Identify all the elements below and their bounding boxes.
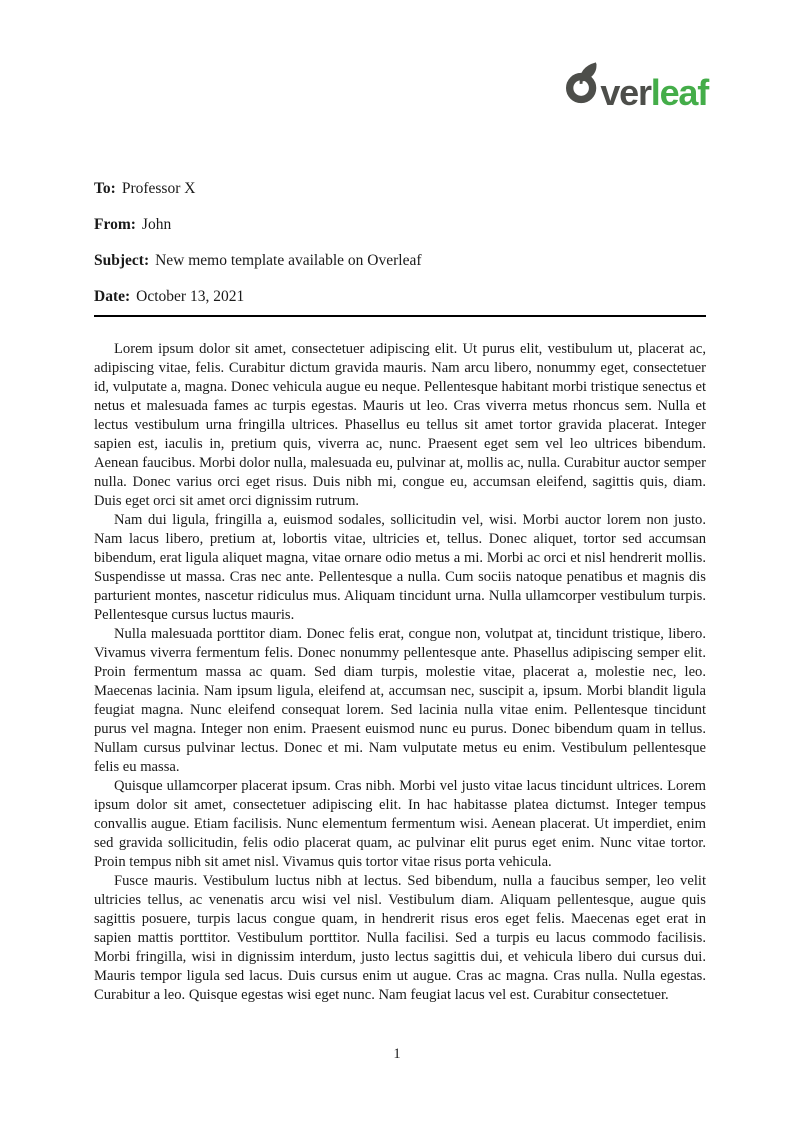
memo-field-value: John [141, 216, 172, 233]
memo-field-from [94, 215, 706, 251]
memo-field-value: Professor X [121, 180, 196, 197]
memo-field-label: To: [94, 180, 116, 197]
body-paragraph: Fusce mauris. Vestibulum luctus nibh at lectus. Sed bibendum, nulla a faucibus semper, leo velit ultricies tellus, ac venenatis arcu wisi vel nisl. Vestibulum diam. Aliquam pellentesque, augue quis sagittis posuere, turpis lacus congue quam, in hendrerit risus eros eget felis. Maecenas eget erat in sapien mattis porttitor. Vestibulum porttitor. Nulla facilisi. Sed a turpis eu lacus commodo facilisis. Morbi fringilla, wisi in dignissim interdum, justo lectus sagittis dui, et vehicula libero dui cursus dui. Mauris tempor ligula sed lacus. Duis cursus enim ut augue. Cras ac magna. Cras nulla. Nulla egestas. Curabitur a leo. Quisque egestas wisi eget nunc. Nam feugiat lacus vel est. Curabitur consectetuer. [94, 873, 706, 1003]
memo-body [94, 340, 706, 1005]
divider-rule [94, 315, 706, 317]
body-paragraph: Lorem ipsum dolor sit amet, consectetuer adipiscing elit. Ut purus elit, vestibulum ut, placerat ac, adipiscing vitae, felis. Curabitur dictum gravida mauris. Nam arcu libero, nonummy eget, consectetuer id, vulputate a, magna. Donec vehicula augue eu neque. Pellentesque habitant morbi tristique senectus et netus et malesuada fames ac turpis egestas. Mauris ut leo. Cras viverra metus rhoncus sem. Nulla et lectus vestibulum urna fringilla ultrices. Phasellus eu tellus sit amet tortor gravida placerat. Integer sapien est, iaculis in, pretium quis, viverra ac, nunc. Praesent eget sem vel leo ultrices bibendum. Aenean faucibus. Morbi dolor nulla, malesuada eu, pulvinar at, mollis ac, nulla. Curabitur auctor semper nulla. Donec varius orci eget risus. Duis nibh mi, congue eu, accumsan eleifend, sagittis quis, diam. Duis eget orci sit amet orci dignissim rutrum. [94, 341, 706, 509]
memo-field-label: Subject: [94, 252, 150, 269]
memo-field-value: New memo template available on Overleaf [155, 252, 422, 269]
memo-header [94, 179, 706, 323]
body-paragraph: Quisque ullamcorper placerat ipsum. Cras nibh. Morbi vel justo vitae lacus tincidunt ultrices. Lorem ipsum dolor sit amet, consectetuer adipiscing elit. In hac habitasse platea dictumst. Integer tempus convallis augue. Etiam facilisis. Nunc elementum fermentum wisi. Aenean placerat. Ut imperdiet, enim sed gravida sollicitudin, felis odio placerat quam, ac pulvinar elit purus eget enim. Nunc vitae tortor. Proin tempus nibh sit amet nisl. Vivamus quis tortor vitae risus porta vehicula. [94, 778, 706, 870]
memo-field-value: October 13, 2021 [136, 288, 245, 305]
memo-field-label: From: [94, 216, 136, 233]
logo-text-gray: ver [600, 72, 651, 113]
memo-field-to [94, 179, 706, 215]
body-paragraph: Nulla malesuada porttitor diam. Donec felis erat, congue non, volutpat at, tincidunt tristique, libero. Vivamus viverra fermentum felis. Donec nonummy pellentesque ante. Phasellus adipiscing semper elit. Proin fermentum massa ac quam. Sed diam turpis, molestie vitae, placerat a, molestie nec, leo. Maecenas lacinia. Nam ipsum ligula, eleifend at, accumsan nec, suscipit a, ipsum. Morbi blandit ligula feugiat magna. Nunc eleifend consequat lorem. Sed lacinia nulla vitae enim. Pellentesque tincidunt purus vel magna. Integer non enim. Praesent euismod nunc eu purus. Donec bibendum quam in tellus. Nullam cursus pulvinar lectus. Donec et mi. Nam vulputate metus eu enim. Vestibulum pellentesque felis eu massa. [94, 626, 706, 775]
page-number: 1 [393, 1046, 401, 1062]
overleaf-o-leaf-icon [566, 61, 599, 105]
memo-field-subject [94, 251, 706, 287]
overleaf-logo [566, 61, 708, 111]
memo-field-date [94, 287, 706, 323]
logo-text-green: leaf [650, 72, 708, 113]
body-paragraph: Nam dui ligula, fringilla a, euismod sodales, sollicitudin vel, wisi. Morbi auctor lorem non justo. Nam lacus libero, pretium at, lobortis vitae, ultricies et, tellus. Donec aliquet, tortor sed accumsan bibendum, erat ligula aliquet magna, vitae ornare odio metus a mi. Morbi ac orci et nisl hendrerit mollis. Suspendisse ut massa. Cras nec ante. Pellentesque a nulla. Cum sociis natoque penatibus et magnis dis parturient montes, nascetur ridiculus mus. Aliquam tincidunt urna. Nulla ullamcorper vestibulum turpis. Pellentesque cursus luctus mauris. [94, 512, 706, 623]
memo-field-label: Date: [94, 288, 131, 305]
